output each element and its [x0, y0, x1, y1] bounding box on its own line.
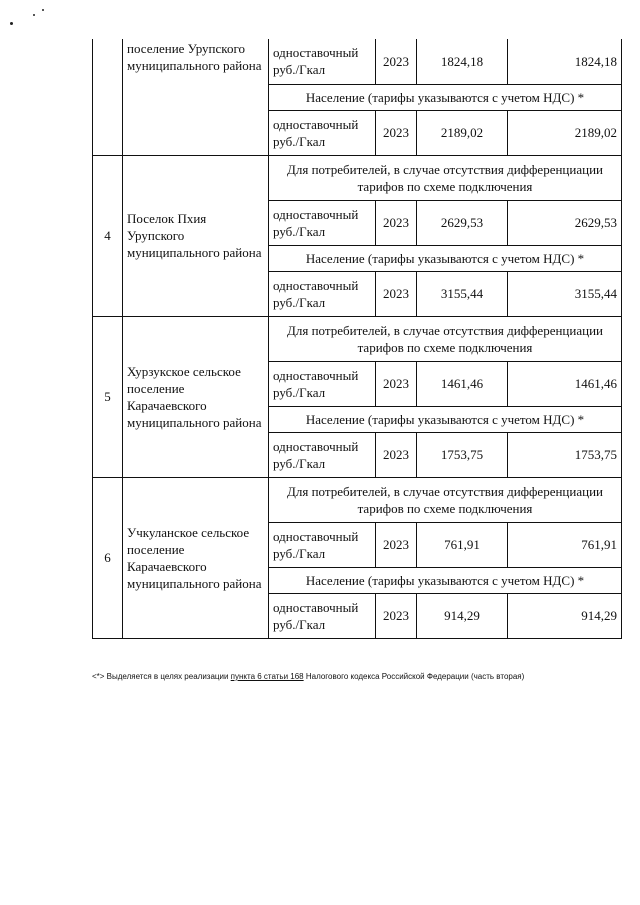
tariff-table [92, 39, 622, 639]
settlement-name-cell: Хурзукское сельское поселение Карачаевского муниципального района [123, 316, 269, 477]
table-row [93, 39, 622, 84]
tariff-value-cell: 914,29 [417, 593, 508, 638]
row-number-cell: 6 [93, 477, 123, 638]
table-row [93, 316, 622, 361]
table-row [93, 155, 622, 200]
year-cell: 2023 [376, 361, 417, 406]
tariff-value-cell: 2189,02 [508, 110, 622, 155]
tariff-unit-cell: одноставочный руб./Гкал [269, 522, 376, 567]
tariff-value-cell: 2629,53 [508, 200, 622, 245]
row-number-cell: 5 [93, 316, 123, 477]
tariff-unit-cell: одноставочный руб./Гкал [269, 39, 376, 84]
settlement-name-cell: Учкуланское сельское поселение Карачаевского муниципального района [123, 477, 269, 638]
population-header-cell: Население (тарифы указываются с учетом НДС) * [269, 406, 622, 432]
tariff-value-cell: 1461,46 [417, 361, 508, 406]
tariff-value-cell: 1753,75 [508, 432, 622, 477]
year-cell: 2023 [376, 39, 417, 84]
tariff-unit-cell: одноставочный руб./Гкал [269, 110, 376, 155]
scan-speck [10, 22, 13, 25]
tariff-value-cell: 761,91 [417, 522, 508, 567]
table-row [93, 477, 622, 522]
population-header-cell: Население (тарифы указываются с учетом НДС) * [269, 84, 622, 110]
consumers-header-cell: Для потребителей, в случае отсутствия дифференциации тарифов по схеме подключения [269, 316, 622, 361]
scan-speck [42, 9, 44, 11]
tariff-value-cell: 1753,75 [417, 432, 508, 477]
tariff-value-cell: 1824,18 [417, 39, 508, 84]
year-cell: 2023 [376, 432, 417, 477]
settlement-name-cell: Поселок Пхия Урупского муниципального района [123, 155, 269, 316]
tariff-value-cell: 2629,53 [417, 200, 508, 245]
tariff-value-cell: 1461,46 [508, 361, 622, 406]
population-header-cell: Население (тарифы указываются с учетом НДС) * [269, 245, 622, 271]
tariff-value-cell: 3155,44 [417, 271, 508, 316]
footnote [92, 671, 622, 683]
footnote-tax-code-link[interactable]: пункта 6 статьи 168 [230, 672, 304, 681]
settlement-name-cell: поселение Урупского муниципального района [123, 39, 269, 155]
consumers-header-cell: Для потребителей, в случае отсутствия дифференциации тарифов по схеме подключения [269, 477, 622, 522]
year-cell: 2023 [376, 271, 417, 316]
population-header-cell: Население (тарифы указываются с учетом НДС) * [269, 567, 622, 593]
tariff-unit-cell: одноставочный руб./Гкал [269, 200, 376, 245]
tariff-value-cell: 1824,18 [508, 39, 622, 84]
tariff-value-cell: 914,29 [508, 593, 622, 638]
year-cell: 2023 [376, 110, 417, 155]
footnote-suffix: Налогового кодекса Российской Федерации (часть вторая) [303, 672, 525, 681]
tariff-value-cell: 2189,02 [417, 110, 508, 155]
footnote-prefix: <*> Выделяется в целях реализации [92, 672, 231, 681]
row-number-cell: 4 [93, 155, 123, 316]
tariff-value-cell: 761,91 [508, 522, 622, 567]
tariff-value-cell: 3155,44 [508, 271, 622, 316]
tariff-unit-cell: одноставочный руб./Гкал [269, 361, 376, 406]
year-cell: 2023 [376, 200, 417, 245]
row-number-cell [93, 39, 123, 155]
year-cell: 2023 [376, 522, 417, 567]
tariff-unit-cell: одноставочный руб./Гкал [269, 271, 376, 316]
year-cell: 2023 [376, 593, 417, 638]
consumers-header-cell: Для потребителей, в случае отсутствия дифференциации тарифов по схеме подключения [269, 155, 622, 200]
tariff-unit-cell: одноставочный руб./Гкал [269, 593, 376, 638]
tariff-unit-cell: одноставочный руб./Гкал [269, 432, 376, 477]
scan-speck [33, 14, 35, 16]
